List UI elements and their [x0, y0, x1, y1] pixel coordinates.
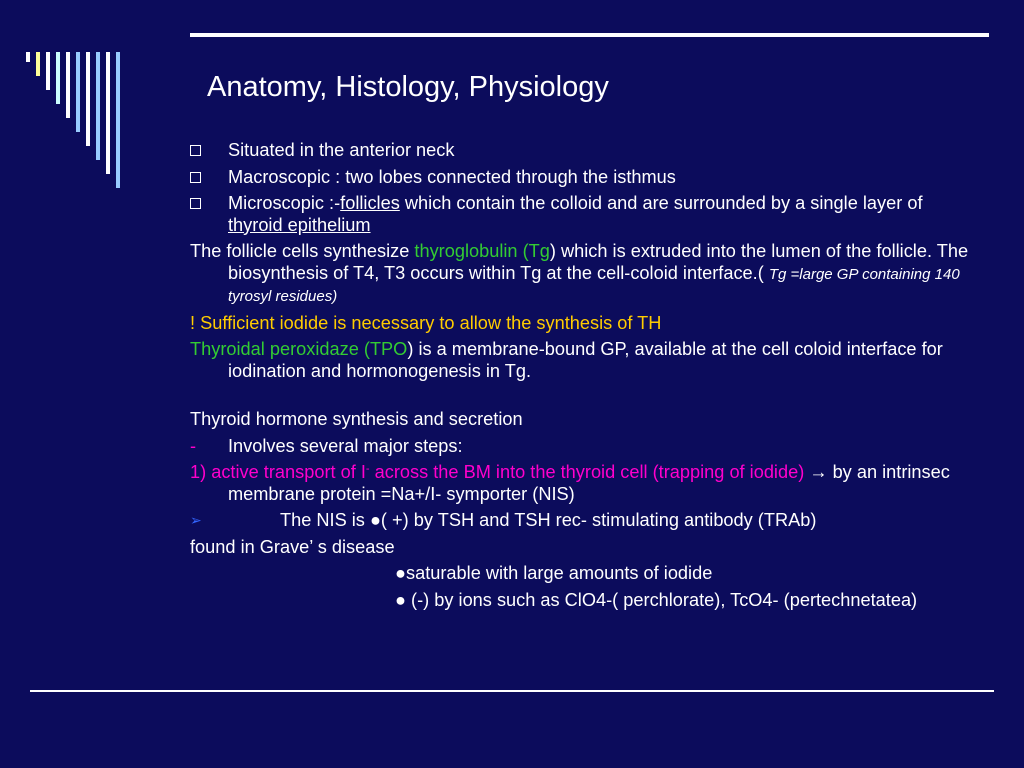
- tg-note: Tg =large GP containing 140 tyrosyl residues): [228, 265, 960, 305]
- dash-item: [190, 436, 980, 458]
- bar: [66, 52, 70, 118]
- para-text: ) which is extruded into the lumen of the follicle. The biosynthesis of T4, T3 occurs within Tg at the cell-coloid interface.(: [228, 241, 969, 283]
- bar: [96, 52, 100, 160]
- bar: [46, 52, 50, 90]
- ions-line: ● (-) by ions such as ClO4-( perchlorate), TcO4- (pertechnetatea): [395, 589, 918, 610]
- dash-marker: -: [190, 435, 197, 456]
- step-text: 1) active transport of I: [190, 462, 366, 482]
- saturable-line: ●saturable with large amounts of iodide: [395, 563, 713, 583]
- slide-title: Anatomy, Histology, Physiology: [207, 71, 609, 103]
- thyroid-epithelium-link[interactable]: thyroid epithelium: [228, 214, 371, 235]
- square-bullet-icon: [190, 145, 201, 156]
- dash-text: Involves several major steps:: [228, 435, 463, 456]
- slide-content: [190, 140, 980, 611]
- bar: [116, 52, 120, 188]
- bar: [86, 52, 90, 146]
- bullet-item: [190, 193, 980, 236]
- square-bullet-icon: [190, 198, 201, 209]
- bar: [26, 52, 30, 62]
- graves-line: found in Grave’ s disease: [190, 536, 395, 557]
- tpo-paragraph: [190, 339, 980, 382]
- tpo-term: Thyroidal peroxidaze (TPO: [190, 339, 408, 359]
- nis-text: The NIS is ●( +) by TSH and TSH rec- stimulating antibody (TRAb): [280, 510, 817, 530]
- bullet-item: [190, 167, 980, 189]
- arrow-bullet-icon: ➢: [190, 512, 202, 528]
- bullet-item: [190, 140, 980, 162]
- bar: [36, 52, 40, 76]
- square-bullet-icon: [190, 172, 201, 183]
- bullet-text: Macroscopic : two lobes connected through the isthmus: [228, 166, 676, 187]
- bottom-rule: [30, 690, 994, 692]
- bullet-text: which contain the colloid and are surrounded by a single layer of: [399, 193, 923, 213]
- bar: [56, 52, 60, 104]
- iodide-alert: ! Sufficient iodide is necessary to allow the synthesis of TH: [190, 312, 662, 333]
- nis-item: [190, 510, 980, 532]
- section-heading: Thyroid hormone synthesis and secretion: [190, 409, 523, 429]
- superscript: -: [365, 463, 370, 475]
- bullet-text: Situated in the anterior neck: [228, 140, 455, 160]
- step-text: across the BM into the thyroid cell (trapping of iodide): [369, 462, 810, 482]
- top-rule: [190, 33, 989, 37]
- step-text: → by an intrinsec membrane protein =Na+/I- symporter (NIS): [228, 462, 950, 504]
- bar: [106, 52, 110, 174]
- follicles-link[interactable]: follicles: [340, 193, 400, 213]
- para-text: ) is a membrane-bound GP, available at the cell coloid interface for iodination and hormonogenesis in Tg.: [228, 339, 943, 381]
- bar: [76, 52, 80, 132]
- follicle-paragraph: [190, 241, 980, 308]
- bullet-text: Microscopic :-: [228, 193, 341, 213]
- step-1: [190, 462, 980, 505]
- thyroglobulin-term: thyroglobulin (Tg: [414, 241, 550, 261]
- para-text: The follicle cells synthesize: [190, 241, 415, 261]
